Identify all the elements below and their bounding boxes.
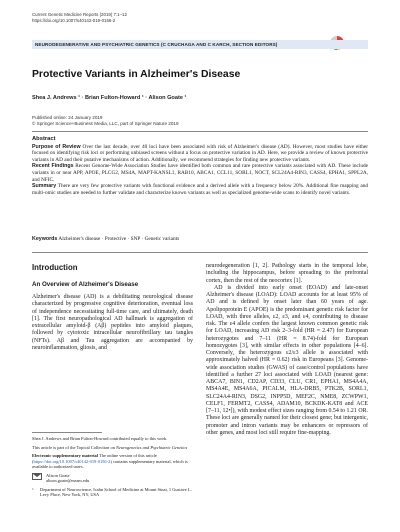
- purpose-text: Over the last decade, over 40 loci have been associated with risk of Alzheimer's disease (AD). However, most studies have either focused on identifying risk loci or performing unbiased screens without a focus on protective variation in AD. Here, we provide a review of known protective variants in AD and their putative mechanisms of action. Additionally, we recommend strategies for finding new protective variants.: [32, 143, 369, 163]
- header-divider: [32, 131, 368, 132]
- footnotes: [32, 436, 193, 498]
- purpose-label: Purpose of Review: [32, 143, 81, 150]
- corresponding-email[interactable]: alison.goate@mssm.edu: [46, 478, 90, 483]
- collection-note: [32, 445, 193, 451]
- left-column: [32, 263, 193, 352]
- summary-text: There are very few protective variants with functional evidence and a derived allele with a frequency below 20%. Additional fine mapping and multi-omic studies are needed to further validate and characterize known variants as well as specialized genome-wide scans to identify novel variants.: [32, 183, 368, 196]
- author-list: Shea J. Andrews ¹ · Brian Fulton-Howard ¹ · Alison Goate ¹: [32, 95, 187, 101]
- footnote-divider: [32, 432, 102, 433]
- envelope-icon: [32, 473, 42, 480]
- findings-label: Recent Findings: [32, 163, 74, 170]
- section-header-text: NEURODEGENERATIVE AND PSYCHIATRIC GENETICS (C CRUCHAGA AND C KARCH, SECTION EDITORS): [35, 41, 278, 47]
- intro-paragraph-2: AD is divided into early onset (EOAD) and late-onset Alzheimer's disease (LOAD): LOAD accounts for at least 95% of AD and is defined by onset later than 60 years of age. Apolipoprotein E (APOE) is the predominant genetic risk factor for LOAD, with three alleles, ε2, ε3, and ε4, contributing to disease risk. The ε4 allele confers the largest known common genetic risk for LOAD, increasing AD risk 2–3-fold (HR = 2.47) for European heterozygotes and 7–11 (HR = 8.74)-fold for European homozygotes [3], with similar effects in other populations [4–6]. Conversely, the heterozygous ε2/ε3 allele is associated with approximately halved (HR = 0.62) risk in Europeans [3]. Genome-wide association studies (GWAS) of case/control populations have identified a further 27 loci associated with LOAD (nearest gene: ABCA7, BIN1, CD2AP, CD33, CLU, CR1, EPHA1, MS4A4A, MS4A4E, MS4A6A, PICALM, HLA-DRB5, PTK2B, SORL1, SLC24A4-RIN3, DSG2, INPP5D, MEF2C, NME8, ZCWPW1, CELF1, FERMT2, CASS4, ADAM10, BCKDK-KAT8 and ACE [7–11, 12•]), with modest effect sizes ranging from 0.54 to 1.21 OR. These loci are generally named for their closest gene; but intergenic, promoter and intron variants may be enhancers or repressors of other genes, and most loci still require fine-mapping.: [206, 284, 368, 436]
- affiliation: [32, 487, 193, 498]
- published-date: Published online: 24 January 2019: [32, 115, 103, 120]
- affiliation-number: 1: [32, 486, 34, 491]
- collection-prefix: This article is part of the Topical Collection on: [32, 444, 115, 450]
- section-heading-introduction: Introduction: [32, 263, 78, 272]
- publication-info: [32, 115, 179, 127]
- abstract-heading: Abstract: [32, 136, 56, 142]
- affiliation-text: Department of Neuroscience, Icahn School of Medicine at Mount Sinai, 1 Gustave L. Levy Place, New York, NY, USA: [40, 486, 192, 497]
- correspondence: [32, 473, 193, 484]
- summary-label: Summary: [32, 183, 57, 190]
- corresponding-author: Alison Goate: [46, 472, 70, 478]
- keywords-label: Keywords: [32, 236, 58, 242]
- esm-link[interactable]: https://doi.org/10.1007/s40142-019-0156-2: [33, 458, 111, 464]
- esm-text-a: The online version of this article (: [32, 453, 157, 464]
- subsection-heading-overview: An Overview of Alzheimer's Disease: [32, 281, 139, 288]
- section-header-bar: [32, 40, 368, 49]
- journal-citation-line: Current Genetic Medicine Reports (2019) 7:1–12: [32, 12, 127, 17]
- esm-note: [32, 453, 193, 470]
- findings-text: Recent Genome-Wide Association Studies have identified both common and rare protective variants associated with AD. These include variants in or near APP, APOE, PLCG2, MS4A, MAPT-KANSL1, RAB10, ABCA1, CCL11, SORL1, NOCT, SCL24A4-RIN3, CASS4, EPHA1, SPPL2A, and NFIC.: [32, 163, 368, 183]
- abstract-purpose: [32, 144, 368, 164]
- esm-text-b: ) contains supplementary material, which is available to authorized users.: [32, 458, 188, 469]
- keywords-divider: [32, 252, 368, 253]
- journal-citation: [32, 12, 127, 24]
- abstract-summary: [32, 183, 368, 196]
- intro-paragraph-continued: neurodegeneration [1, 2]. Pathology starts in the temporal lobe, including the hippocampus, before spreading to the prefrontal cortex, then the rest of the neocortex [1].: [206, 263, 368, 284]
- copyright-line: © Springer Science+Business Media, LLC, part of Springer Nature 2019: [32, 121, 179, 126]
- abstract: [32, 136, 368, 196]
- abstract-findings: [32, 163, 368, 183]
- doi-link[interactable]: https://doi.org/10.1007/s40142-019-0156-2: [32, 18, 116, 23]
- intro-paragraph: Alzheimer's disease (AD) is a debilitating neurological disease characterized by progressive cognitive deterioration, eventual loss of independence necessitating full-time care, and ultimately, death [1]. The first neuropathological AD hallmark is aggregation of extracellular amyloid-β (Aβ) peptides into amyloid plaques, followed by cytotoxic intracellular neurofibrillary tau tangles (NFTs). Aβ and Tau aggregation are accompanied by neuroinflammation, gliosis, and: [32, 294, 193, 351]
- keywords-text: Alzheimer's disease · Protective · SNP · Genetic variants: [58, 236, 180, 242]
- esm-label: Electronic supplementary material: [32, 453, 98, 458]
- keywords: [32, 236, 179, 242]
- right-column: [206, 263, 368, 437]
- collection-name: Neurogenetics and Psychiatric Genetics: [116, 444, 188, 450]
- article-title: Protective Variants in Alzheimer's Disease: [32, 69, 241, 80]
- contribution-note: Shea J. Andrews and Brian Fulton-Howard contributed equally to this work.: [32, 436, 168, 441]
